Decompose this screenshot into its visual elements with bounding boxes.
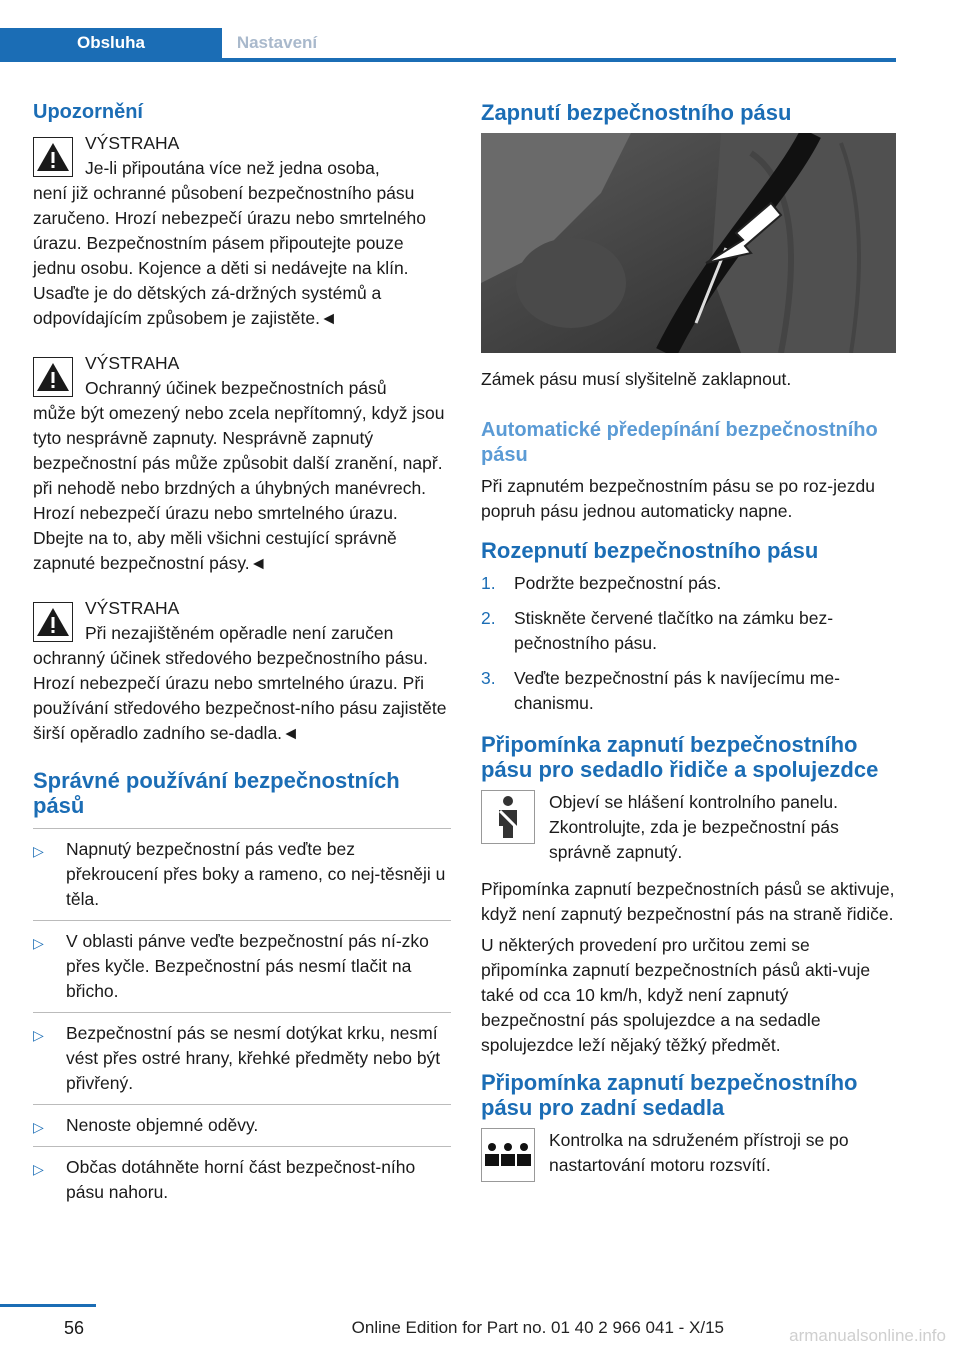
footer-rule	[0, 1304, 96, 1307]
warning-triangle-icon	[33, 137, 73, 177]
warning-first-line: Ochranný účinek bezpečnostních pásů	[85, 378, 387, 398]
left-column	[33, 100, 451, 1213]
warning-block	[33, 131, 451, 331]
reminder-paragraph: Připomínka zapnutí bezpečnostních pásů se aktivuje, když není zapnutý bezpečnostní pás na straně řidiče.	[481, 879, 895, 924]
list-item: ▷ Bezpečnostní pás se nesmí dotýkat krku, nesmí vést přes ostré hrany, křehké předměty nebo být přivřený.	[33, 1013, 451, 1105]
indicator-row	[481, 790, 896, 865]
edition-text: Online Edition for Part no. 01 40 2 966 041 - X/15	[351, 1318, 724, 1337]
bullet-triangle-icon: ▷	[33, 1119, 44, 1135]
rear-seat-occupants-icon	[481, 1128, 535, 1182]
tab-underline	[0, 58, 896, 62]
list-item: ▷ Občas dotáhněte horní část bezpečnost-ního pásu nahoru.	[33, 1157, 416, 1202]
chapter-tabs	[0, 28, 896, 60]
list-item: 3. Veďte bezpečnostní pás k navíjecímu me-chanismu.	[481, 668, 840, 713]
warning-body: ochranný účinek středového bezpečnostního pásu. Hrozí nebezpečí úrazu nebo smrtelného úrazu. Při používání středového bezpečnost-ního pásu zajistěte širší opěradlo zadního se-dadla.◄	[33, 648, 447, 743]
indicator-text: Objeví se hlášení kontrolního panelu. Zkontrolujte, zda je bezpečnostní pás správně zapnutý.	[549, 792, 839, 862]
warning-label: VÝSTRAHA	[85, 353, 180, 373]
heading-predepinani: Automatické předepínání bezpečnostního pásu	[481, 419, 878, 466]
warning-first-line: Při nezajištěném opěradle není zaručen	[85, 623, 394, 643]
warning-first-line: Je-li připoutána více než jedna osoba,	[85, 158, 380, 178]
tab-obsluha[interactable]: Obsluha	[0, 28, 222, 58]
bullet-triangle-icon: ▷	[33, 1161, 44, 1177]
warning-label: VÝSTRAHA	[85, 133, 180, 153]
watermark: armanualsonline.info	[789, 1326, 946, 1345]
warning-triangle-icon	[33, 357, 73, 397]
usage-bullet-list	[33, 828, 451, 1213]
tab-nastaveni[interactable]: Nastavení	[236, 33, 318, 52]
list-item: 2. Stiskněte červené tlačítko na zámku bez-pečnostního pásu.	[481, 608, 834, 653]
heading-spravne-pouzivani: Správné používání bezpečnostních pásů	[33, 768, 400, 818]
photo-caption: Zámek pásu musí slyšitelně zaklapnout.	[481, 369, 792, 389]
heading-rozepnuti: Rozepnutí bezpečnostního pásu	[481, 538, 819, 563]
indicator-text: Kontrolka na sdruženém přístroji se po nastartování motoru rozsvítí.	[549, 1130, 849, 1175]
heading-upozorneni: Upozornění	[33, 101, 143, 123]
list-item: ▷ V oblasti pánve veďte bezpečnostní pás ní-zko přes kyčle. Bezpečnostní pás nesmí tlačit na břicho.	[33, 921, 451, 1013]
list-item: ▷ Napnutý bezpečnostní pás veďte bez překroucení přes boky a rameno, co nej-těsněji u těla.	[33, 829, 451, 921]
page-number: 56	[63, 1318, 84, 1338]
seatbelt-reminder-icon	[481, 790, 535, 844]
heading-zapnuti: Zapnutí bezpečnostního pásu	[481, 100, 792, 125]
bullet-triangle-icon: ▷	[33, 1027, 44, 1043]
warning-label: VÝSTRAHA	[85, 598, 180, 618]
heading-pripominka-predni: Připomínka zapnutí bezpečnostního pásu pro sedadlo řidiče a spolujezdce	[481, 732, 879, 782]
unbuckle-steps	[481, 569, 896, 718]
bullet-triangle-icon: ▷	[33, 843, 44, 859]
predepinani-text: Při zapnutém bezpečnostním pásu se po roz-jezdu popruh pásu jednou automaticky napne.	[481, 476, 875, 521]
indicator-row	[481, 1128, 896, 1182]
warning-body: může být omezený nebo zcela nepřítomný, když jsou tyto nesprávně zapnuty. Nesprávně zapnutý bezpečnostní pás může způsobit další zranění, např. při nehodě nebo brzdných a úhybných manévrech. Hrozí nebezpečí úrazu nebo smrtelného úrazu. Dbejte na to, aby měli všichni cestující správně zapnuté bezpečnostní pásy.◄	[33, 403, 445, 573]
warning-body: není již ochranné působení bezpečnostního pásu zaručeno. Hrozí nebezpečí úrazu nebo smrtelného úrazu. Bezpečnostním pásem připoutejte pouze jednu osobu. Kojence a děti si nedávejte na klín. Usaďte je do dětských zá-držných systémů a odpovídajícím způsobem je zajistěte.◄	[33, 183, 427, 328]
list-item: ▷ Nenoste objemné oděvy.	[33, 1105, 451, 1147]
warning-block	[33, 596, 451, 746]
reminder-paragraph: U některých provedení pro určitou zemi se připomínka zapnutí bezpečnostních pásů akti-vuje také od cca 10 km/h, když není zapnutý bezpečnostní pás spolujezdce a na sedadle spolujezdce leží nějaký těžký předmět.	[481, 935, 871, 1055]
list-item: 1. Podržte bezpečnostní pás.	[481, 573, 722, 593]
warning-triangle-icon	[33, 602, 73, 642]
right-column	[481, 100, 896, 1182]
seatbelt-photo	[481, 133, 896, 353]
warning-block	[33, 351, 451, 576]
heading-pripominka-zadni: Připomínka zapnutí bezpečnostního pásu pro zadní sedadla	[481, 1070, 858, 1120]
bullet-triangle-icon: ▷	[33, 935, 44, 951]
